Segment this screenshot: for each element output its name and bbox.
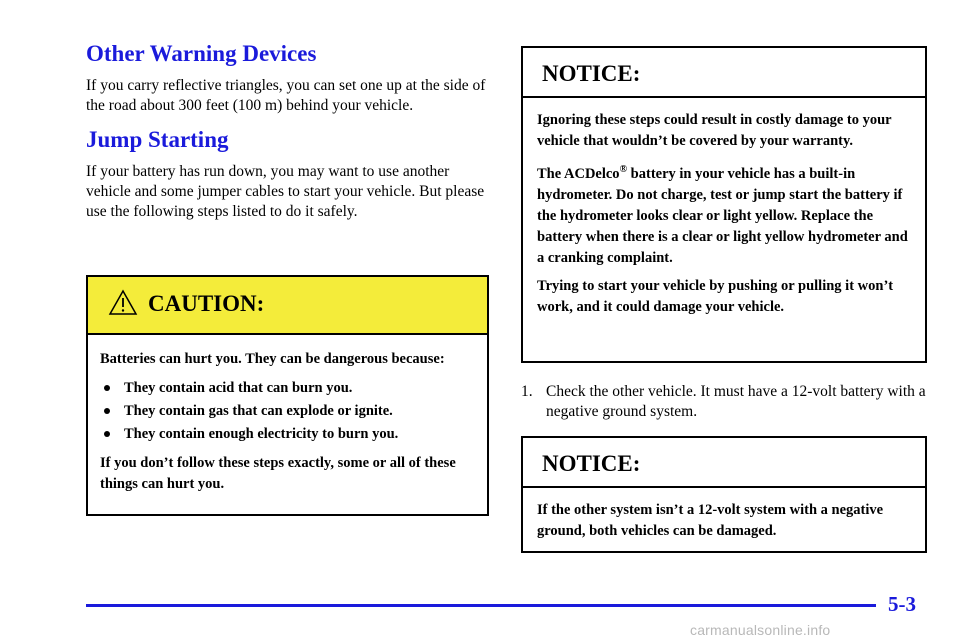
caution-bullet: They contain enough electricity to burn you. <box>100 424 475 445</box>
left-column <box>86 40 493 232</box>
notice2-text: If the other system isn’t a 12-volt system with a negative ground, both vehicles can be damaged. <box>537 502 884 539</box>
caution-body <box>88 335 487 495</box>
notice-body-2 <box>523 488 925 555</box>
warning-triangle-icon <box>108 289 138 316</box>
notice1-paragraph-1: Ignoring these steps could result in costly damage to your vehicle that wouldn’t be covered by your warranty. <box>537 112 892 149</box>
step-number: 1. <box>521 383 533 400</box>
caution-closing: If you don’t follow these steps exactly, some or all of these things can hurt you. <box>100 455 456 492</box>
caution-header <box>88 277 487 335</box>
page-number: 5-3 <box>888 592 916 616</box>
section-title-jump-starting: Jump Starting <box>86 127 229 152</box>
notice-box-1 <box>521 46 927 363</box>
caution-bullet: They contain gas that can explode or ignite. <box>100 401 475 422</box>
section-title-other-warning-devices: Other Warning Devices <box>86 41 317 66</box>
notice1-paragraph-2 <box>537 159 911 269</box>
caution-title: CAUTION: <box>148 291 265 316</box>
notice1-p2-rest: battery in your vehicle has a built-in hydrometer. Do not charge, test or jump start the battery if the hydrometer looks clear or light yellow. Replace the battery when there is a clear or light yellow hydrometer and a cranking complaint. <box>537 165 908 266</box>
registered-mark: ® <box>619 164 628 175</box>
caution-bullet: They contain acid that can burn you. <box>100 378 475 399</box>
notice-body-1 <box>523 98 925 331</box>
notice-header-1 <box>523 48 925 98</box>
caution-bullet-list <box>100 378 475 445</box>
notice-title-2: NOTICE: <box>542 451 641 476</box>
paragraph-other-warning-devices: If you carry reflective triangles, you can set one up at the side of the road about 300 feet (100 m) behind your vehicle. <box>86 77 486 114</box>
step-1 <box>521 382 929 422</box>
caution-box <box>86 275 489 516</box>
notice-title-1: NOTICE: <box>542 61 641 86</box>
footer-rule <box>86 604 876 607</box>
notice-box-2 <box>521 436 927 553</box>
paragraph-jump-starting: If your battery has run down, you may want to use another vehicle and some jumper cables to start your vehicle. But please use the following steps listed to do it safely. <box>86 163 485 220</box>
notice1-paragraph-3: Trying to start your vehicle by pushing or pulling it won’t work, and it could damage your vehicle. <box>537 277 894 315</box>
notice-header-2 <box>523 438 925 488</box>
step-text: Check the other vehicle. It must have a 12-volt battery with a negative ground system. <box>546 383 926 420</box>
notice1-p2-start: The ACDelco <box>537 165 620 182</box>
caution-intro: Batteries can hurt you. They can be dangerous because: <box>100 351 445 367</box>
watermark: carmanualsonline.info <box>690 622 831 638</box>
